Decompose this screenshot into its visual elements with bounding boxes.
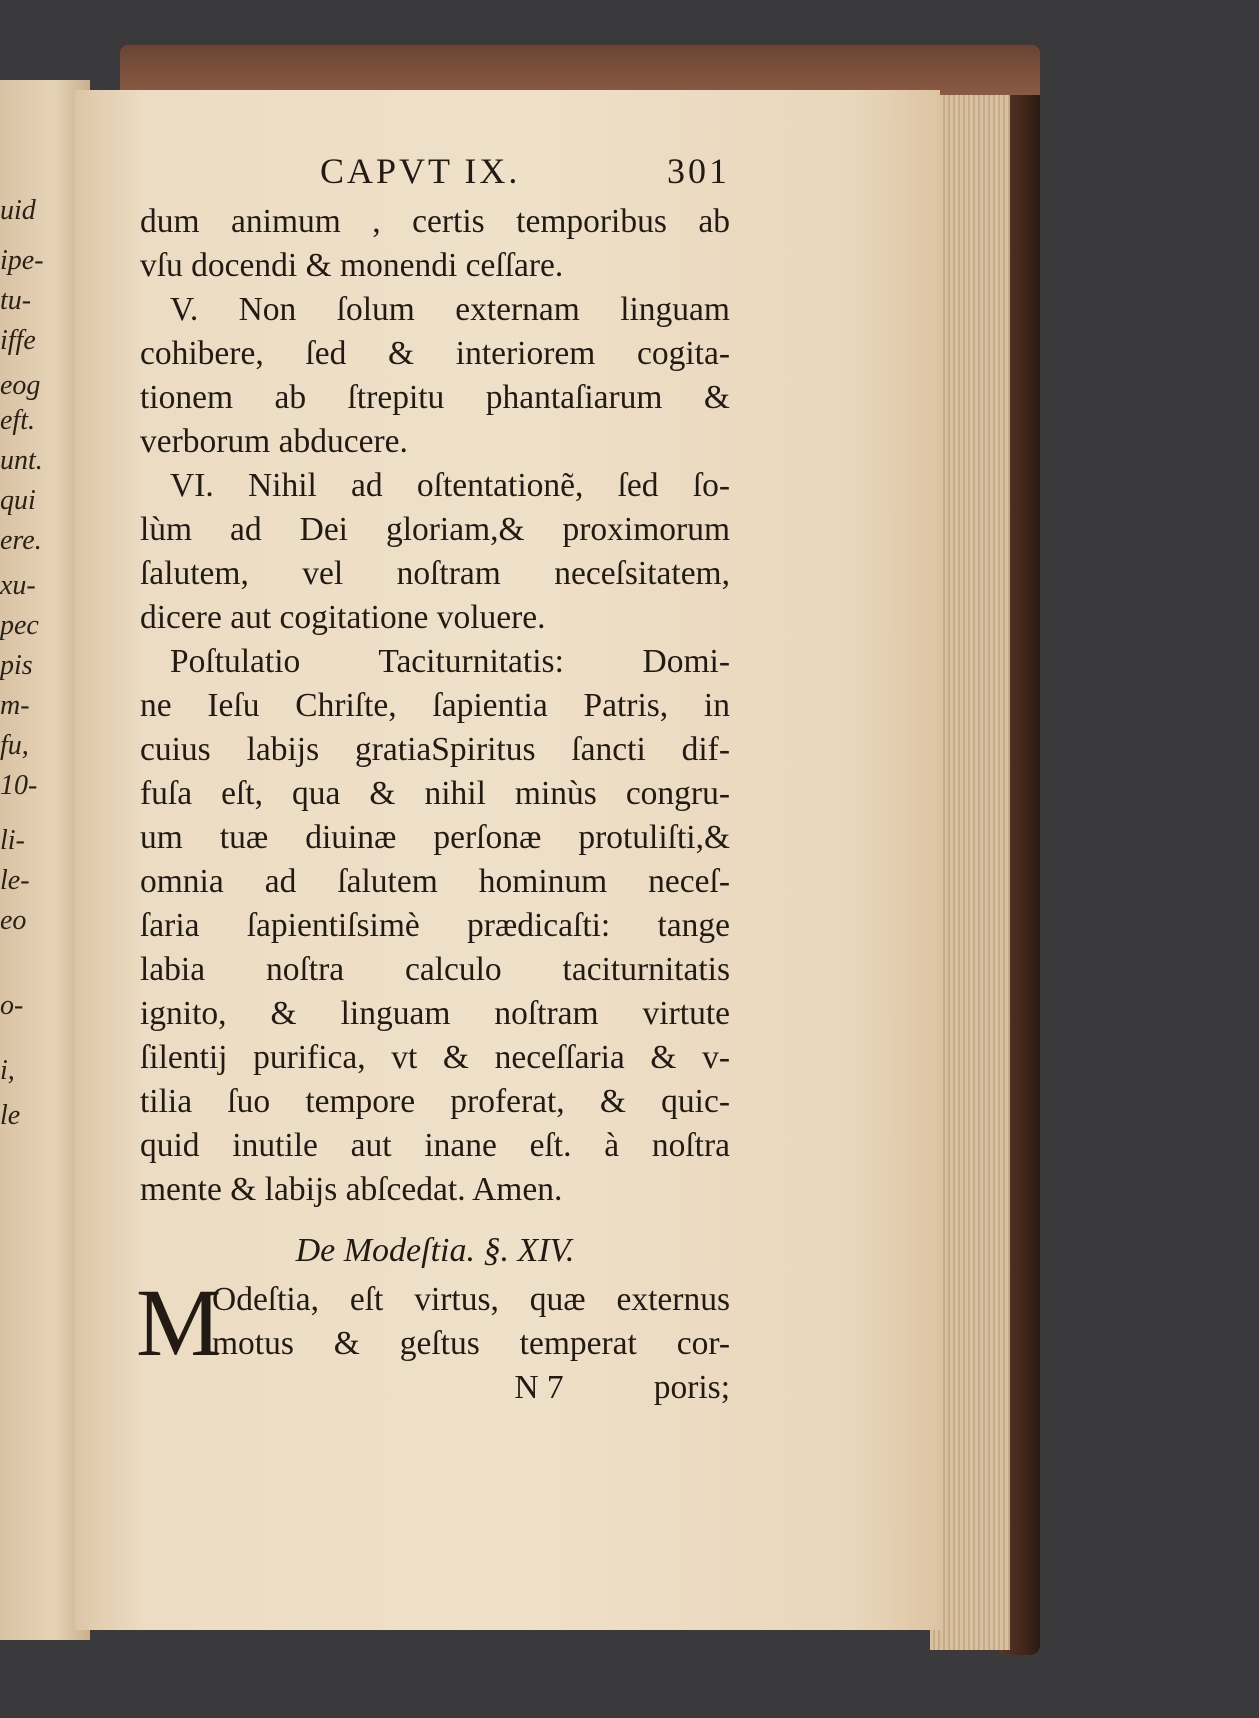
- page-edges: [930, 95, 1010, 1650]
- chapter-title: CAPVT IX.: [320, 151, 521, 191]
- text-line: cuius labijs gratiaSpiritus ſancti dif-: [140, 731, 730, 768]
- section-opening: [136, 1269, 730, 1376]
- signature-mark: N 7: [514, 1369, 564, 1406]
- left-page-fragment: le: [0, 1100, 21, 1131]
- text-line: ſilentij purifica, vt & neceſſaria & v-: [140, 1039, 730, 1076]
- section-line: motus & geſtus temperat cor-: [212, 1325, 730, 1362]
- text-line: quid inutile aut inane eſt. à noſtra: [140, 1127, 730, 1164]
- text-line: VI. Nihil ad oſtentationẽ, ſed ſo-: [170, 467, 730, 504]
- text-line: dicere aut cogitatione voluere.: [140, 599, 546, 636]
- text-line: dum animum , certis temporibus ab: [140, 203, 730, 240]
- left-page-fragment: qui: [0, 485, 36, 516]
- section-line: Odeſtia, eſt virtus, quæ externus: [212, 1281, 730, 1318]
- text-line: ne Ieſu Chriſte, ſapientia Patris, in: [140, 687, 730, 724]
- left-page-fragment: m-: [0, 690, 30, 721]
- left-page-fragment: ere.: [0, 525, 42, 556]
- page-footer: [140, 1366, 730, 1410]
- text-line: labia noſtra calculo taciturnitatis: [140, 951, 730, 988]
- text-line: tionem ab ſtrepitu phantaſiarum &: [140, 379, 730, 416]
- left-page-fragment: 10-: [0, 770, 38, 801]
- book-spine-top: [120, 45, 1040, 95]
- body-text: [140, 200, 730, 1212]
- left-page-fragment: li-: [0, 825, 25, 856]
- text-line: vſu docendi & monendi ceſſare.: [140, 247, 564, 284]
- left-page-fragment: le-: [0, 865, 30, 896]
- left-page-fragment: i,: [0, 1055, 15, 1086]
- text-line: tilia ſuo tempore proferat, & quic-: [140, 1083, 730, 1120]
- text-line: ſalutem, vel noſtram neceſsitatem,: [140, 555, 730, 592]
- left-page-fragment: eft.: [0, 405, 35, 436]
- text-line: V. Non ſolum externam linguam: [170, 291, 730, 328]
- drop-cap: M: [136, 1269, 222, 1376]
- left-page-fragment: tu-: [0, 285, 32, 316]
- text-line: mente & labijs abſcedat. Amen.: [140, 1171, 563, 1208]
- text-line: um tuæ diuinæ perſonæ protuliſti,&: [140, 819, 730, 856]
- left-page-fragment: iffe: [0, 325, 36, 356]
- text-line: fuſa eſt, qua & nihil minùs congru-: [140, 775, 730, 812]
- text-line: verborum abducere.: [140, 423, 408, 460]
- text-line: cohibere, ſed & interiorem cogita-: [140, 335, 730, 372]
- left-page-fragment: eog: [0, 370, 41, 401]
- section-title: De Modeſtia. §. XIV.: [295, 1232, 575, 1269]
- text-line: omnia ad ſalutem hominum neceſ-: [140, 863, 730, 900]
- running-header: [140, 150, 730, 192]
- left-page-fragment: ipe-: [0, 245, 44, 276]
- left-page-fragment: o-: [0, 990, 24, 1021]
- left-page-fragment: xu-: [0, 570, 36, 601]
- left-page-fragment: unt.: [0, 445, 43, 476]
- text-line: ſaria ſapientiſsimè prædicaſti: tange: [140, 907, 730, 944]
- left-page-fragment: eo: [0, 905, 27, 936]
- left-page-fragment: uid: [0, 195, 36, 226]
- left-page-fragment: pis: [0, 650, 33, 681]
- left-page-fragment: pec: [0, 610, 39, 641]
- text-line: Poſtulatio Taciturnitatis: Domi-: [170, 643, 730, 680]
- page-number: 301: [667, 151, 730, 191]
- left-page-fragment: fu,: [0, 730, 29, 761]
- text-line: lùm ad Dei gloriam,& proximorum: [140, 511, 730, 548]
- catchword: poris;: [653, 1369, 730, 1406]
- text-line: ignito, & linguam noſtram virtute: [140, 995, 730, 1032]
- page-text: [136, 150, 730, 1410]
